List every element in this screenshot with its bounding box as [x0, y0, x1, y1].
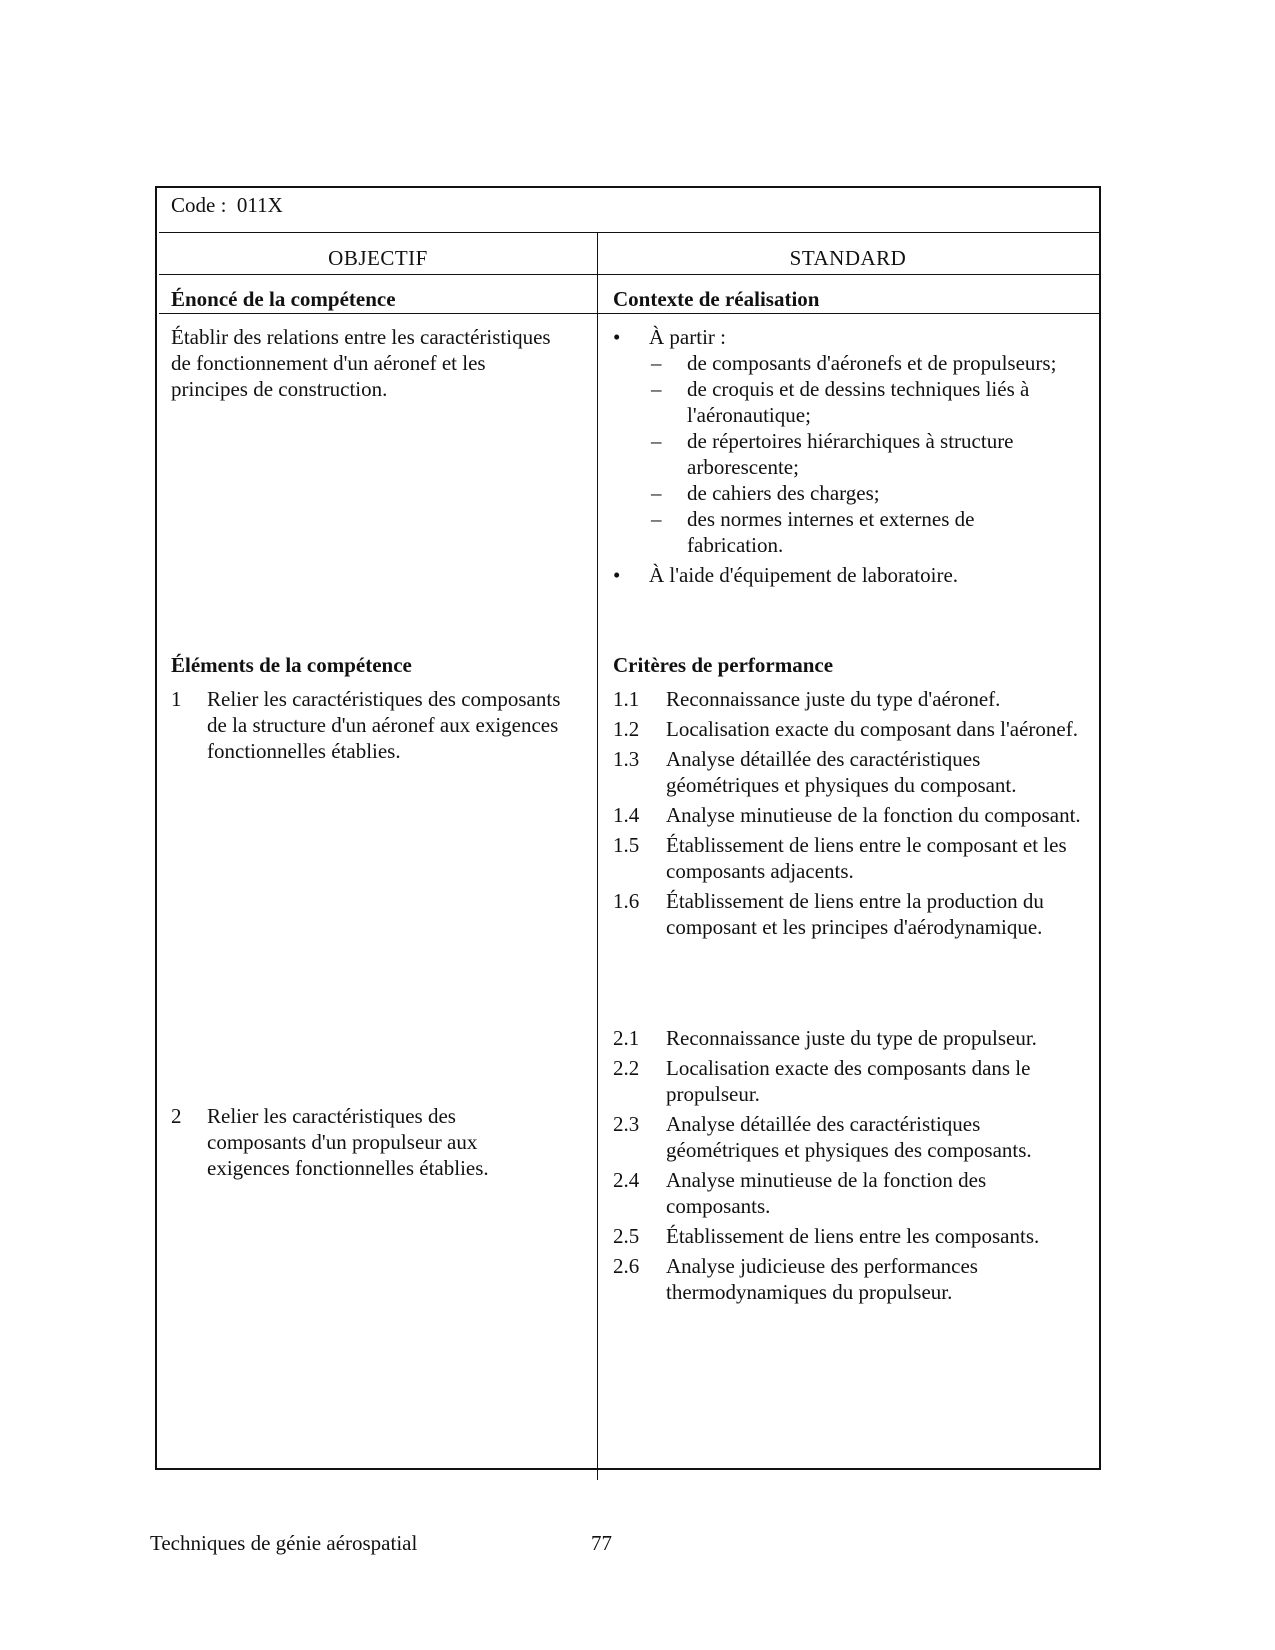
- critere-number: 2.6: [613, 1254, 640, 1278]
- column-divider-tail: [597, 1440, 598, 1480]
- critere-text: Localisation exacte du composant dans l'aéronef.: [666, 717, 1078, 741]
- critere-number: 2.5: [613, 1224, 640, 1248]
- elements-title: Éléments de la compétence: [171, 653, 412, 677]
- critere-text: Établissement de liens entre les composants.: [666, 1224, 1040, 1248]
- dash-marker: –: [651, 481, 662, 505]
- contexte-list: [613, 324, 1063, 588]
- contexte-bullet-text: À partir :: [649, 325, 726, 349]
- critere-number: 1.3: [613, 747, 640, 771]
- contexte-dash-item: [613, 428, 1063, 480]
- critere-text: Reconnaissance juste du type de propulseur.: [666, 1026, 1037, 1050]
- critere-item: [613, 1253, 1088, 1305]
- column-header-standard: STANDARD: [789, 246, 907, 270]
- critere-number: 1.4: [613, 803, 640, 827]
- code-value: 011X: [236, 193, 283, 217]
- critere-item: [613, 686, 1088, 712]
- column-header-objectif: OBJECTIF: [328, 246, 428, 270]
- footer-program: Techniques de génie aérospatial: [150, 1531, 418, 1555]
- contexte-bullet: [613, 562, 1063, 588]
- code-row-divider: [159, 232, 1099, 233]
- critere-item: [613, 716, 1088, 742]
- critere-number: 2.4: [613, 1168, 640, 1192]
- critere-text: Établissement de liens entre la production du composant et les principes d'aérodynamique.: [666, 889, 1044, 939]
- critere-number: 1.6: [613, 889, 640, 913]
- contexte-dash-text: de composants d'aéronefs et de propulseurs;: [687, 351, 1057, 375]
- enonce-title: Énoncé de la compétence: [171, 287, 396, 311]
- element-item: [171, 686, 571, 764]
- element-item: [171, 1103, 551, 1181]
- section-header-divider: [159, 313, 1099, 314]
- contexte-dash-item: [613, 350, 1063, 376]
- critere-text: Reconnaissance juste du type d'aéronef.: [666, 687, 1001, 711]
- critere-number: 2.3: [613, 1112, 640, 1136]
- criteres-group-2: [613, 1025, 1088, 1309]
- element-text: Relier les caractéristiques des composants de la structure d'un aéronef aux exigences fonctionnelles établies.: [207, 687, 561, 763]
- critere-item: [613, 1111, 1088, 1163]
- contexte-dash-item: [613, 506, 1063, 558]
- column-divider: [597, 232, 598, 1472]
- critere-text: Analyse judicieuse des performances thermodynamiques du propulseur.: [666, 1254, 978, 1304]
- enonce-text: Établir des relations entre les caractéristiques de fonctionnement d'un aéronef et les principes de construction.: [171, 325, 551, 401]
- critere-text: Analyse détaillée des caractéristiques géométriques et physiques des composants.: [666, 1112, 1032, 1162]
- critere-text: Analyse minutieuse de la fonction du composant.: [666, 803, 1081, 827]
- contexte-dash-text: de cahiers des charges;: [687, 481, 880, 505]
- critere-number: 2.1: [613, 1026, 640, 1050]
- contexte-dash-item: [613, 376, 1063, 428]
- critere-item: [613, 802, 1088, 828]
- critere-item: [613, 1025, 1088, 1051]
- code-label: Code :: [171, 193, 227, 217]
- contexte-bullet: [613, 324, 1063, 350]
- dash-marker: –: [651, 377, 662, 401]
- code-field: [171, 192, 283, 218]
- critere-item: [613, 1167, 1088, 1219]
- critere-item: [613, 1223, 1088, 1249]
- critere-number: 2.2: [613, 1056, 640, 1080]
- critere-text: Établissement de liens entre le composant et les composants adjacents.: [666, 833, 1067, 883]
- bullet-marker: •: [613, 563, 621, 587]
- contexte-title: Contexte de réalisation: [613, 287, 820, 311]
- dash-marker: –: [651, 351, 662, 375]
- dash-marker: –: [651, 429, 662, 453]
- column-header-divider: [159, 274, 1099, 275]
- dash-marker: –: [651, 507, 662, 531]
- critere-text: Analyse minutieuse de la fonction des composants.: [666, 1168, 987, 1218]
- contexte-dash-text: des normes internes et externes de fabrication.: [687, 507, 975, 557]
- critere-item: [613, 832, 1088, 884]
- contexte-dash-item: [613, 480, 1063, 506]
- critere-number: 1.2: [613, 717, 640, 741]
- contexte-dash-text: de croquis et de dessins techniques liés à l'aéronautique;: [687, 377, 1030, 427]
- contexte-bullet-text: À l'aide d'équipement de laboratoire.: [649, 563, 959, 587]
- page-number: 77: [591, 1531, 612, 1555]
- element-number: 2: [171, 1104, 182, 1128]
- criteres-group-1: [613, 686, 1088, 944]
- bullet-marker: •: [613, 325, 621, 349]
- critere-item: [613, 1055, 1088, 1107]
- element-number: 1: [171, 687, 182, 711]
- critere-number: 1.5: [613, 833, 640, 857]
- contexte-dash-text: de répertoires hiérarchiques à structure arborescente;: [687, 429, 1014, 479]
- critere-number: 1.1: [613, 687, 640, 711]
- element-text: Relier les caractéristiques des composants d'un propulseur aux exigences fonctionnelles établies.: [207, 1104, 489, 1180]
- critere-item: [613, 746, 1088, 798]
- critere-item: [613, 888, 1088, 940]
- critere-text: Localisation exacte des composants dans le propulseur.: [666, 1056, 1031, 1106]
- critere-text: Analyse détaillée des caractéristiques géométriques et physiques du composant.: [666, 747, 1017, 797]
- criteres-title: Critères de performance: [613, 653, 834, 677]
